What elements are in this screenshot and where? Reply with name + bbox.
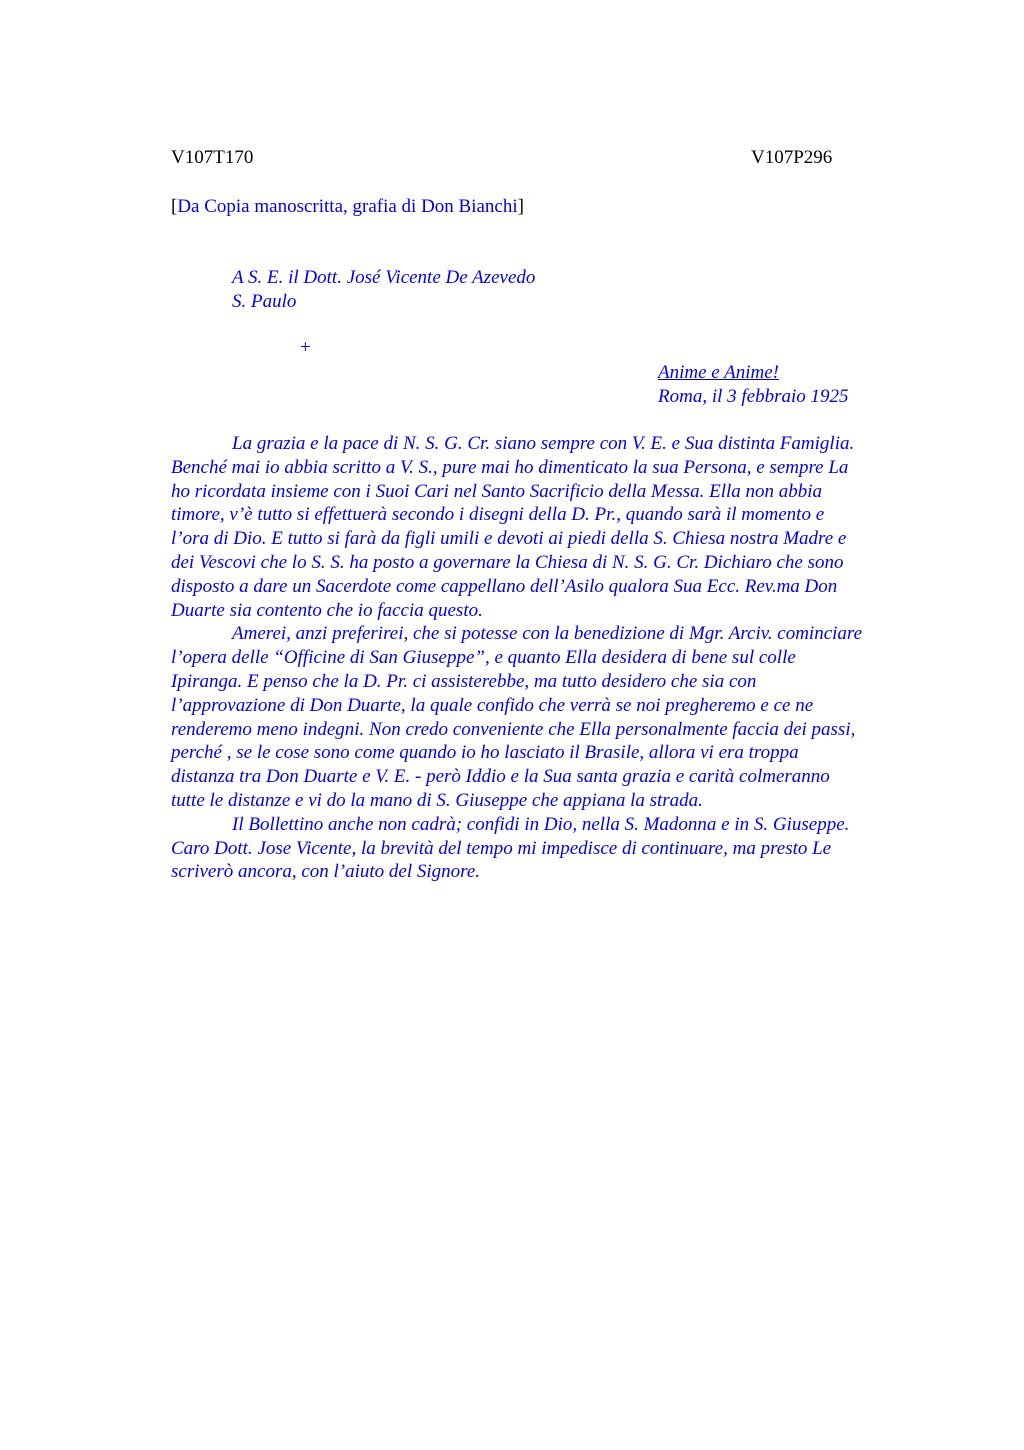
source-note [171,196,524,218]
body-line: Ipiranga. E penso che la D. Pr. ci assisterebbe, ma tutto desidero che sia con [171,670,757,692]
body-line: scriverò ancora, con l’aiuto del Signore. [171,861,481,883]
motto-date-block [658,361,849,409]
source-note-close-bracket: ] [517,196,524,217]
place-date: Roma, il 3 febbraio 1925 [658,386,849,407]
source-note-text: Da Copia manoscritta, grafia di Don Bianchi [177,196,518,217]
body-line: Duarte sia contento che io faccia questo. [171,599,483,621]
document-code-left: V107T170 [171,147,254,168]
body-line: l’ora di Dio. E tutto si farà da figli umili e devoti ai piedi della S. Chiesa nostra Madre e [171,528,847,550]
body-line: renderemo meno indegni. Non credo conveniente che Ella personalmente faccia dei passi, [171,718,856,740]
body-line: La grazia e la pace di N. S. G. Cr. siano sempre con V. E. e Sua distinta Famiglia. [232,433,855,454]
addressee-block [232,266,535,314]
body-line: perché , se le cose sono come quando io ho lasciato il Brasile, allora vi era troppa [171,742,799,764]
body-line: dei Vescovi che lo S. S. ha posto a governare la Chiesa di N. S. G. Cr. Dichiaro che sono [171,551,844,573]
paragraph-2 [171,622,931,812]
body-line: timore, v’è tutto si effettuerà secondo i disegni della D. Pr., quando sarà il momento e [171,504,825,526]
body-line: Amerei, anzi preferirei, che si potesse con la benedizione di Mgr. Arciv. cominciare [232,623,863,645]
body-line: ho ricordata insieme con i Suoi Cari nel Santo Sacrificio della Messa. Ella non abbia [171,480,823,502]
paragraph-1 [171,432,931,622]
body-line: Il Bollettino anche non cadrà; confidi in Dio, nella S. Madonna e in S. Giuseppe. [232,813,850,835]
body-line: distanza tra Don Duarte e V. E. - però Iddio e la Sua santa grazia e carità colmeranno [171,766,830,788]
document-code-right: V107P296 [751,147,833,168]
motto: Anime e Anime! [658,362,779,383]
body-line: l’opera delle “Officine di San Giuseppe”, e quanto Ella desidera di bene sul colle [171,647,796,669]
addressee-city: S. Paulo [232,291,297,312]
cross-symbol: + [300,337,311,358]
body-line: disposto a dare un Sacerdote come cappellano dell’Asilo qualora Sua Ecc. Rev.ma Don [171,575,838,597]
body-line: tutte le distanze e vi do la mano di S. Giuseppe che appiana la strada. [171,789,703,811]
source-note-open-bracket: [ [171,196,178,217]
letter-body [171,432,931,884]
addressee-name: A S. E. il Dott. José Vicente De Azevedo [232,267,536,288]
body-line: l’approvazione di Don Duarte, la quale confido che verrà se noi pregheremo e ce ne [171,694,814,716]
body-line: Benché mai io abbia scritto a V. S., pure mai ho dimenticato la sua Persona, e sempre La [171,456,849,478]
body-line: Caro Dott. Jose Vicente, la brevità del tempo mi impedisce di continuare, ma presto Le [171,837,832,859]
paragraph-3 [171,813,931,884]
